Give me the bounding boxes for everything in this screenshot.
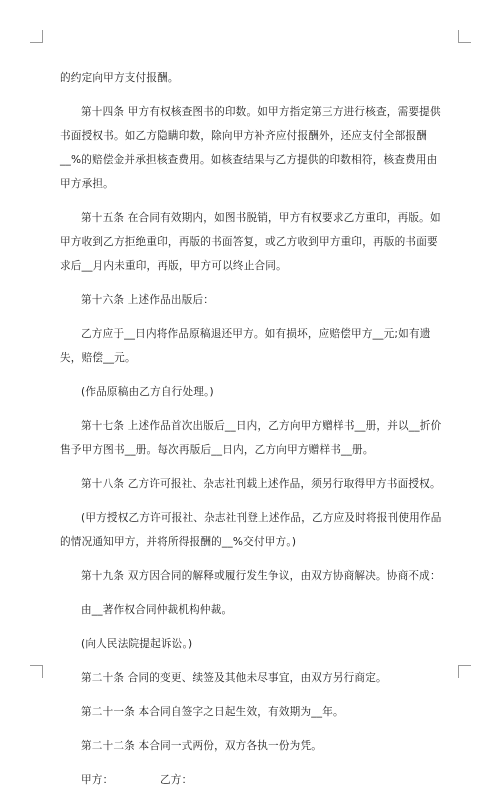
article-14: 第十四条 甲方有权核查图书的印数。如甲方指定第三方进行核查，需要提供书面授权书。如乙方隐瞒印数，除向甲方补齐应付报酬外，还应支付全部报酬__%的赔偿金并承担核查费用。如核查结果与乙方提供的印数相符，核查费用由甲方承担。 [60, 106, 441, 190]
article-21: 第二十一条 本合同自签字之日起生效，有效期为__年。 [81, 706, 344, 718]
crop-mark-bottom-left [30, 665, 43, 678]
article-19-clause-arbitration: 由__著作权合同仲裁机构仲裁。 [81, 604, 233, 616]
crop-mark-bottom-right [458, 665, 471, 678]
article-18: 第十八条 乙方许可报社、杂志社刊载上述作品，须另行取得甲方书面授权。 [81, 478, 441, 490]
article-16-clause-alt: (作品原稿由乙方自行处理。) [81, 386, 214, 398]
article-16-clause-return: 乙方应于__日内将作品原稿退还甲方。如有损坏，应赔偿甲方__元;如有遗失，赔偿__元。 [60, 328, 431, 364]
party-a-signature-label: 甲方： [81, 774, 114, 786]
article-17: 第十七条 上述作品首次出版后__日内，乙方向甲方赠样书__册，并以__折价售予甲方图书__册。每次再版后__日内，乙方向甲方赠样书__册。 [60, 420, 442, 456]
article-19-clause-litigation: (向人民法院提起诉讼。) [81, 638, 193, 650]
document-page [60, 66, 444, 792]
paragraph-continuation: 的约定向甲方支付报酬。 [60, 72, 179, 84]
article-15: 第十五条 在合同有效期内，如图书脱销，甲方有权要求乙方重印，再版。如甲方收到乙方拒绝重印，再版的书面答复，或乙方收到甲方重印，再版的书面要求后__月内未重印，再版，甲方可以终止合同。 [60, 212, 441, 272]
party-b-signature-label: 乙方： [160, 774, 193, 786]
signature-line [60, 768, 444, 792]
crop-mark-top-right [458, 30, 471, 43]
article-19: 第十九条 双方因合同的解释或履行发生争议，由双方协商解决。协商不成： [81, 570, 441, 582]
crop-mark-top-left [30, 30, 43, 43]
article-20: 第二十条 合同的变更、续签及其他未尽事宜，由双方另行商定。 [81, 672, 387, 684]
article-16: 第十六条 上述作品出版后： [81, 294, 215, 306]
article-18-clause-alt: (甲方授权乙方许可报社、杂志社刊登上述作品，乙方应及时将报刊使用作品的情况通知甲方，并将所得报酬的__%交付甲方。) [60, 512, 442, 548]
article-22: 第二十二条 本合同一式两份，双方各执一份为凭。 [81, 740, 323, 752]
